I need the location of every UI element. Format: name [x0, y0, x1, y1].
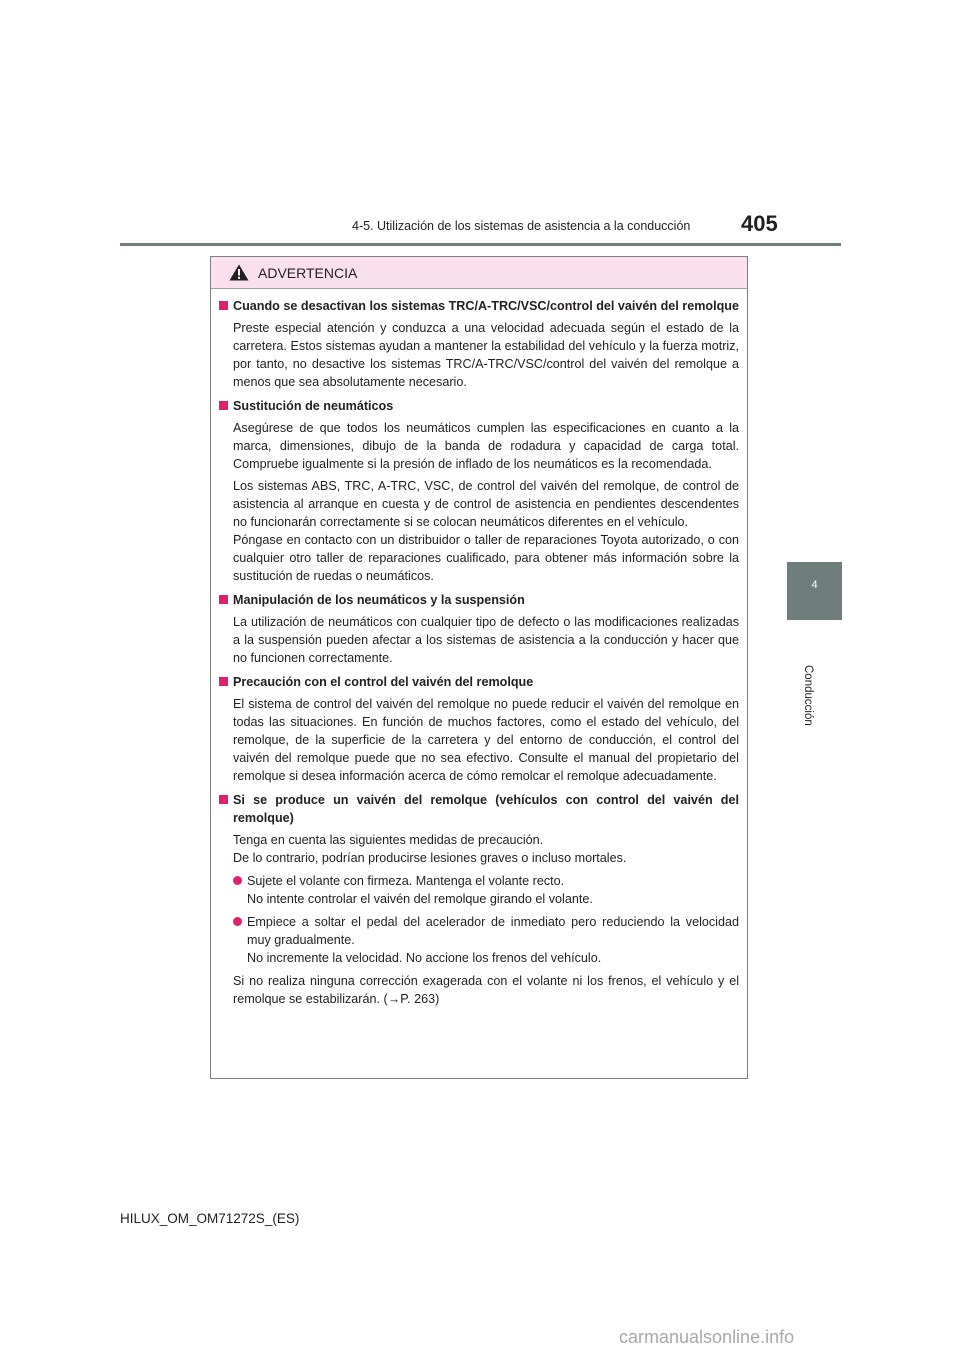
warning-section-trailer-sway-occurs: [219, 791, 739, 1008]
square-bullet-icon: [219, 795, 228, 804]
list-item: [233, 872, 739, 908]
header-divider: [120, 243, 841, 246]
list-item-line: No intente controlar el vaivén del remolque girando el volante.: [247, 892, 593, 906]
document-code: HILUX_OM_OM71272S_(ES): [120, 1211, 300, 1226]
list-item-line: Empiece a soltar el pedal del acelerador de inmediato pero reduciendo la velocidad muy gradualmente.: [247, 915, 739, 947]
square-bullet-icon: [219, 677, 228, 686]
watermark: carmanualsonline.info: [619, 1327, 795, 1347]
paragraph: Póngase en contacto con un distribuidor o taller de reparaciones Toyota autorizado, o con cualquier otro taller de reparaciones cualificado, para obtener más información sobre la sustitución de ruedas o neumáticos.: [233, 533, 739, 583]
list-item-line: Sujete el volante con firmeza. Mantenga el volante recto.: [247, 874, 565, 888]
warning-triangle-icon: [229, 264, 249, 281]
circle-bullet-icon: [233, 876, 242, 885]
warning-title: ADVERTENCIA: [258, 264, 358, 281]
list-item-line: No incremente la velocidad. No accione los frenos del vehículo.: [247, 951, 602, 965]
paragraph: [233, 831, 739, 867]
paragraph: Asegúrese de que todos los neumáticos cumplen las especificaciones en cuanto a la marca, dimensiones, dibujo de la banda de rodadura y capacidad de carga total. Compruebe igualmente si la presión de inflado de los neumáticos es la recomendada.: [233, 421, 739, 471]
paragraph: La utilización de neumáticos con cualquier tipo de defecto o las modificaciones realizadas a la suspensión pueden afectar a los sistemas de asistencia a la conducción y hacer que no funcionen correctamente.: [233, 615, 739, 665]
warning-body: [211, 289, 747, 1008]
chapter-tab-label: Conducción: [802, 665, 814, 726]
chapter-section-title: 4-5. Utilización de los sistemas de asistencia a la conducción: [352, 219, 691, 233]
section-title: Si se produce un vaivén del remolque (vehículos con control del vaivén del remolque): [233, 793, 739, 825]
section-title: Sustitución de neumáticos: [233, 399, 394, 413]
warning-section-trc-disabled: [219, 297, 739, 391]
square-bullet-icon: [219, 401, 228, 410]
warning-header: [211, 257, 747, 289]
paragraph: Si no realiza ninguna corrección exagerada con el volante ni los frenos, el vehículo y el remolque se estabilizarán. (→P. 263): [233, 974, 739, 1006]
warning-box: [210, 256, 748, 1079]
circle-bullet-icon: [233, 917, 242, 926]
page-number: 405: [741, 211, 778, 236]
chapter-tab-number: 4: [811, 579, 818, 591]
intro-line: De lo contrario, podrían producirse lesiones graves o incluso mortales.: [233, 851, 627, 865]
paragraph: El sistema de control del vaivén del remolque no puede reducir el vaivén del remolque en todas las situaciones. En función de muchos factores, como el estado del vehículo, del remolque, de la superficie de la carretera y del entorno de conducción, el control del vaivén del remolque puede que no sea efectivo. Consulte el manual del propietario del remolque si desea información acerca de cómo remolcar el remolque adecuadamente.: [233, 697, 739, 783]
intro-line: Tenga en cuenta las siguientes medidas de precaución.: [233, 833, 544, 847]
square-bullet-icon: [219, 595, 228, 604]
warning-section-tire-replacement: [219, 397, 739, 585]
square-bullet-icon: [219, 301, 228, 310]
section-title: Cuando se desactivan los sistemas TRC/A-TRC/VSC/control del vaivén del remolque: [233, 299, 739, 313]
warning-section-trailer-sway-caution: [219, 673, 739, 785]
section-title: Precaución con el control del vaivén del remolque: [233, 675, 534, 689]
warning-section-tire-suspension: [219, 591, 739, 667]
list-item: [233, 913, 739, 967]
chapter-tab: [787, 562, 842, 620]
paragraph: Los sistemas ABS, TRC, A-TRC, VSC, de control del vaivén del remolque, de control de asistencia al arranque en cuesta y de control de asistencia en pendientes descendentes no funcionarán correctamente si se colocan neumáticos diferentes en el vehículo.: [233, 479, 739, 529]
section-title: Manipulación de los neumáticos y la suspensión: [233, 593, 525, 607]
paragraph: Preste especial atención y conduzca a una velocidad adecuada según el estado de la carretera. Estos sistemas ayudan a mantener la estabilidad del vehículo y la fuerza motriz, por tanto, no desactive los sistemas TRC/A-TRC/VSC/control del vaivén del remolque a menos que sea absolutamente necesario.: [233, 321, 739, 389]
